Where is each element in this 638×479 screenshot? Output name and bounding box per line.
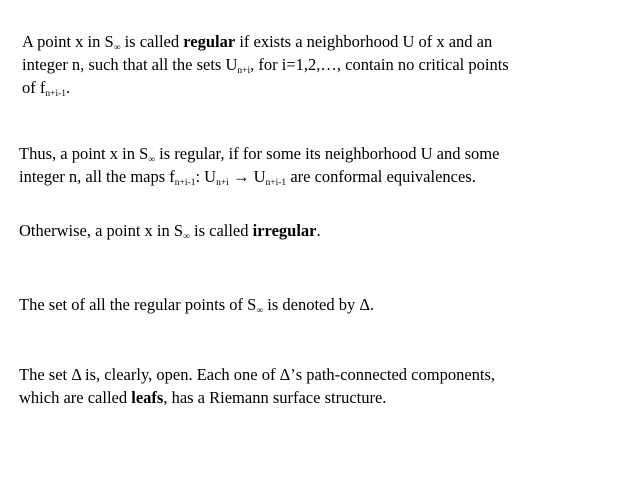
text-line [19,165,499,188]
paragraph-regular-definition [22,30,509,99]
text-run: integer n, such that all the sets U [22,55,238,74]
text-run: is called [189,221,253,240]
subscript: n+i-1 [174,178,196,188]
text-run: Thus, a point x in S [19,144,149,163]
text-run: is denoted by Δ. [263,295,375,314]
text-line [22,30,509,53]
paragraph-delta-notation [19,293,374,316]
text-run: A point x in S [22,32,114,51]
text-run: → U [228,167,266,186]
text-line [19,219,321,242]
paragraph-delta-properties [19,363,495,409]
bold-term: irregular [252,221,317,240]
subscript: n+i-1 [265,178,287,188]
text-line [22,76,509,99]
text-run: are conformal equivalences. [286,167,476,186]
subscript: n+i [237,66,251,76]
subscript: ∞ [113,43,121,53]
paragraph-irregular-definition [19,219,321,242]
text-run: , for i=1,2,…, contain no critical points [250,55,509,74]
text-run: of f [22,78,46,97]
bold-term: leafs [131,388,164,407]
bold-term: regular [183,32,236,51]
subscript: n+i [216,178,229,188]
text-run: : U [195,167,217,186]
text-run: is regular, if for some its neighborhood U and some [155,144,500,163]
text-run: if exists a neighborhood U of x and an [235,32,493,51]
text-run: . [316,221,321,240]
subscript: ∞ [183,232,190,242]
text-line [19,293,374,316]
text-line [19,363,495,386]
paragraph-regular-restatement [19,142,499,188]
subscript: n+i-1 [45,89,67,99]
text-run: which are called [19,388,132,407]
text-run: integer n, all the maps f [19,167,175,186]
text-run: Otherwise, a point x in S [19,221,184,240]
text-line [22,53,509,76]
text-run: . [66,78,71,97]
text-run: , has a Riemann surface structure. [163,388,387,407]
text-line [19,142,499,165]
text-run: The set Δ is, clearly, open. Each one of Δ’s path-connected components, [19,365,496,384]
subscript: ∞ [256,306,264,316]
text-run: The set of all the regular points of S [19,295,257,314]
subscript: ∞ [148,155,156,165]
text-line [19,386,495,409]
text-run: is called [120,32,184,51]
